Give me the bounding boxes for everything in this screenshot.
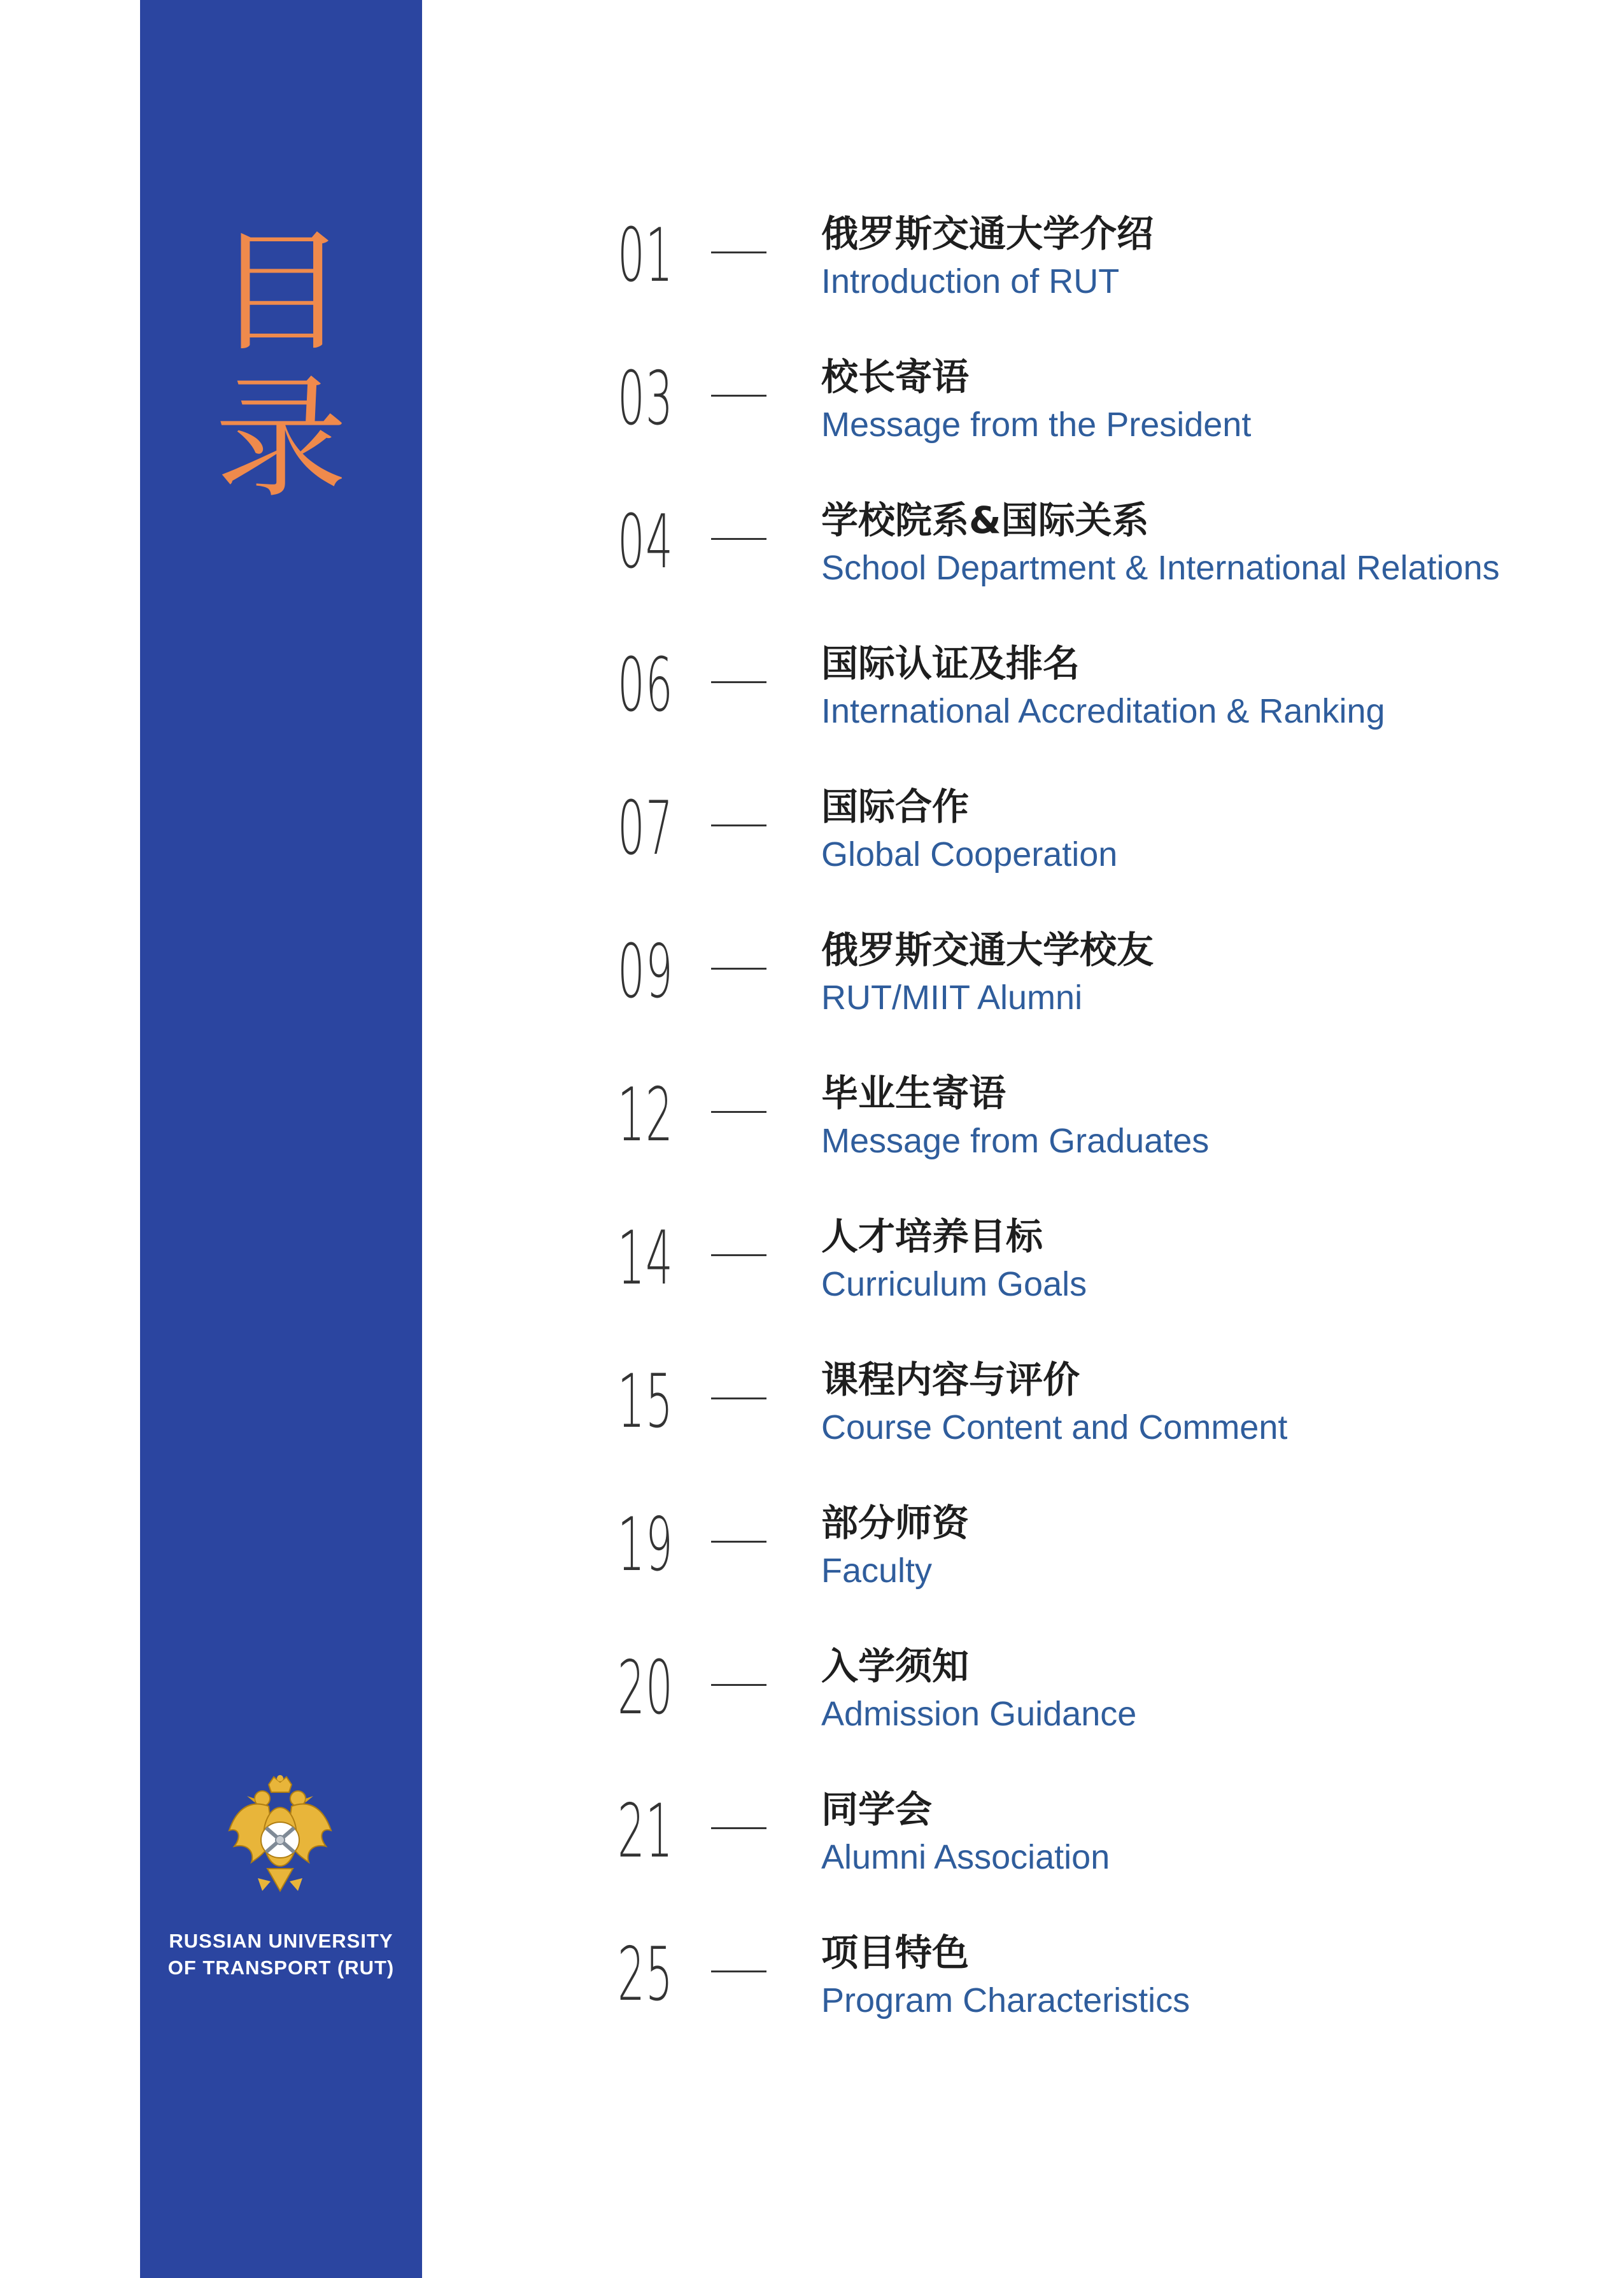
toc-title-en: Program Characteristics: [821, 1981, 1190, 2020]
toc-item[interactable]: [618, 777, 1572, 920]
toc-page-number: 21: [618, 1788, 674, 1874]
toc-dash: [711, 1541, 766, 1543]
toc-dash: [711, 1397, 766, 1399]
toc-page-number: 19: [618, 1502, 674, 1588]
page-title-char-2: 录: [215, 362, 348, 516]
toc-page-number: 12: [618, 1072, 674, 1158]
toc-item[interactable]: [618, 1923, 1572, 2066]
toc-title-en: Admission Guidance: [821, 1695, 1137, 1733]
toc-item[interactable]: [618, 920, 1572, 1063]
toc-item[interactable]: [618, 204, 1572, 347]
toc-title-zh: 人才培养目标: [821, 1215, 1043, 1258]
toc-page-number: 25: [618, 1932, 674, 2018]
toc-dash: [711, 1684, 766, 1686]
toc-item[interactable]: [618, 490, 1572, 633]
toc-page-number: 09: [618, 929, 674, 1015]
table-of-contents: [618, 204, 1572, 2066]
toc-page-number: 07: [618, 786, 674, 872]
toc-title-zh: 校长寄语: [821, 355, 970, 399]
toc-page-number: 01: [618, 213, 674, 299]
toc-page-number: 03: [618, 356, 674, 442]
toc-title-zh: 项目特色: [821, 1931, 970, 1974]
toc-dash: [711, 1254, 766, 1256]
university-name: [140, 1928, 422, 1981]
toc-dash: [711, 251, 766, 253]
sidebar: [140, 0, 422, 2278]
page-title-char-1: 目: [215, 216, 348, 370]
toc-title-zh: 同学会: [821, 1788, 933, 1831]
toc-page-number: 20: [618, 1645, 674, 1731]
toc-title-en: RUT/MIIT Alumni: [821, 979, 1083, 1017]
toc-title-en: Global Cooperation: [821, 835, 1118, 874]
toc-dash: [711, 395, 766, 397]
toc-title-zh: 俄罗斯交通大学介绍: [821, 212, 1154, 255]
toc-item[interactable]: [618, 633, 1572, 777]
page-title: [140, 216, 422, 516]
toc-title-en: Message from Graduates: [821, 1122, 1210, 1160]
university-name-line-2: OF TRANSPORT (RUT): [167, 1956, 395, 1979]
toc-dash: [711, 681, 766, 683]
toc-item[interactable]: [618, 1350, 1572, 1493]
toc-item[interactable]: [618, 1063, 1572, 1206]
toc-title-en: International Accreditation & Ranking: [821, 692, 1385, 730]
toc-title-en: Message from the President: [821, 406, 1252, 444]
toc-dash: [711, 1827, 766, 1829]
toc-item[interactable]: [618, 1206, 1572, 1350]
toc-title-zh: 俄罗斯交通大学校友: [821, 928, 1154, 972]
toc-title-zh: 部分师资: [821, 1501, 970, 1545]
double-headed-eagle-emblem-icon: [223, 1773, 337, 1900]
toc-title-en: Curriculum Goals: [821, 1265, 1087, 1303]
toc-item[interactable]: [618, 1636, 1572, 1779]
toc-title-en: Course Content and Comment: [821, 1408, 1288, 1447]
toc-page-number: 04: [618, 499, 674, 585]
toc-title-en: Faculty: [821, 1552, 933, 1590]
toc-title-en: Introduction of RUT: [821, 262, 1120, 301]
toc-dash: [711, 538, 766, 540]
toc-item[interactable]: [618, 1493, 1572, 1636]
toc-page-number: 14: [618, 1215, 674, 1301]
toc-title-zh: 毕业生寄语: [821, 1072, 1006, 1115]
toc-page-number: 06: [618, 642, 674, 728]
toc-title-zh: 学校院系&国际关系: [821, 499, 1149, 542]
university-name-line-1: RUSSIAN UNIVERSITY: [169, 1930, 393, 1952]
toc-page-number: 15: [618, 1359, 674, 1445]
toc-dash: [711, 968, 766, 970]
toc-title-zh: 课程内容与评价: [821, 1358, 1080, 1401]
toc-title-en: School Department & International Relations: [821, 549, 1500, 587]
toc-title-zh: 国际认证及排名: [821, 642, 1080, 685]
toc-dash: [711, 1111, 766, 1113]
toc-dash: [711, 824, 766, 826]
toc-item[interactable]: [618, 347, 1572, 490]
toc-item[interactable]: [618, 1779, 1572, 1923]
toc-title-zh: 入学须知: [821, 1645, 970, 1688]
toc-title-en: Alumni Association: [821, 1838, 1110, 1876]
toc-title-zh: 国际合作: [821, 785, 970, 828]
toc-dash: [711, 1970, 766, 1972]
